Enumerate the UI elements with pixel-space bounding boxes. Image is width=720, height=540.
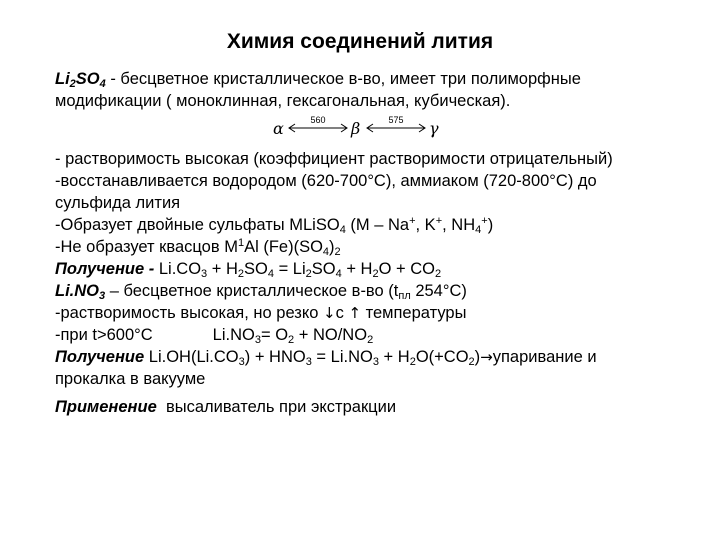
text: 254°C): [410, 282, 467, 300]
subscript: 2: [334, 246, 341, 258]
polymorph-scheme: [55, 114, 695, 142]
subscript: 4: [267, 268, 274, 280]
subscript: 2: [237, 268, 245, 280]
superscript: +: [481, 215, 488, 227]
li2so4-line-1: [55, 68, 695, 90]
usage-text: высаливатель при экстракции: [156, 398, 397, 416]
subscript: 3: [201, 268, 208, 280]
arrow-up-icon: ↑: [348, 304, 362, 322]
usage-label: Применение: [55, 398, 157, 416]
subscript: 3: [99, 290, 106, 302]
text: Li.CO: [154, 260, 202, 278]
subscript: 2: [305, 268, 312, 280]
subscript: 4: [475, 224, 482, 236]
solubility-line: - растворимость высокая (коэффициент растворимости отрицательный): [55, 150, 613, 168]
superscript: +: [409, 215, 416, 227]
superscript: +: [435, 215, 443, 227]
text: + H: [341, 260, 373, 278]
subscript: пл: [398, 290, 411, 302]
subscript: 2: [372, 268, 379, 280]
beta-symbol: β: [351, 119, 361, 138]
text: Li.NO: [55, 282, 99, 300]
text: = O: [260, 326, 289, 344]
li2so4-description: - бесцветное кристаллическое в-во, имеет три полиморфные: [105, 70, 581, 88]
text: ): [474, 348, 481, 366]
text: + NO/NO: [294, 326, 368, 344]
text: с: [335, 304, 349, 322]
lino3-line: [55, 280, 695, 302]
subscript: 2: [468, 356, 475, 368]
text: -Образует двойные сульфаты MLiSO: [55, 216, 340, 234]
text: ): [487, 216, 494, 234]
subscript: 3: [254, 334, 261, 346]
subscript: 4: [339, 224, 346, 236]
text: Li.NO: [212, 326, 255, 344]
subscript: 2: [409, 356, 416, 368]
text: , NH: [442, 216, 476, 234]
subscript: 2: [288, 334, 295, 346]
subscript: 3: [305, 356, 312, 368]
text: Al (Fe)(SO: [244, 238, 323, 256]
text: – бесцветное кристаллическое в-во (t: [105, 282, 399, 300]
subscript: 2: [435, 268, 442, 280]
text: (M – Na: [345, 216, 410, 234]
text: ): [329, 238, 335, 256]
subscript: 3: [238, 356, 245, 368]
text: ) + HNO: [244, 348, 306, 366]
text: , K: [415, 216, 436, 234]
superscript: 1: [237, 237, 245, 249]
usage-line: [55, 396, 695, 418]
text: = Li: [274, 260, 306, 278]
text: O(+CO: [415, 348, 469, 366]
text: -Не образует квасцов M: [55, 238, 238, 256]
transition-temp-2: 575: [388, 115, 404, 125]
document-body: [55, 68, 695, 418]
text: O + CO: [378, 260, 435, 278]
text: Li.OH(Li.CO: [144, 348, 239, 366]
alum-line: [55, 236, 695, 258]
text: + H: [378, 348, 410, 366]
text: температуры: [361, 304, 467, 322]
preparation-label: Получение: [55, 348, 145, 366]
reduction-line-1: -восстанавливается водородом (620-700°C), аммиаком (720-800°C) до: [55, 172, 597, 190]
li2so4-formula: [55, 70, 106, 88]
subscript: 4: [322, 246, 330, 258]
arrow-down-icon: ↓: [323, 304, 336, 322]
arrow-right-icon: →: [480, 348, 493, 366]
gamma-symbol: γ: [429, 119, 439, 138]
text: = Li.NO: [311, 348, 373, 366]
preparation-label: Получение -: [55, 260, 155, 278]
page-title: Химия соединений лития: [226, 30, 494, 53]
preparation-lino3-line: [55, 346, 695, 368]
subscript: 4: [99, 78, 106, 90]
text: Li: [55, 70, 70, 88]
subscript: 4: [335, 268, 342, 280]
alpha-symbol: α: [273, 119, 284, 138]
decomposition-line: [55, 324, 695, 346]
text: упаривание и: [492, 348, 597, 366]
reduction-line-2: сульфида лития: [55, 194, 181, 212]
text: + H: [207, 260, 238, 278]
text: SO: [244, 260, 268, 278]
text: -растворимость высокая, но резко: [55, 304, 324, 322]
text: SO: [311, 260, 336, 278]
subscript: 2: [69, 78, 76, 90]
transition-temp-1: 560: [310, 115, 326, 125]
preparation-li2so4-line: [55, 258, 695, 280]
preparation-lino3-line-2: прокалка в вакууме: [55, 370, 206, 388]
li2so4-line-2: модификации ( моноклинная, гексагональная, кубическая).: [55, 92, 511, 110]
lino3-solubility-line: [55, 302, 695, 324]
subscript: 2: [367, 334, 374, 346]
subscript: 3: [372, 356, 379, 368]
text: -при t>600°C: [55, 326, 153, 344]
lino3-formula: [55, 282, 105, 300]
polymorph-scheme-svg: [269, 114, 459, 142]
double-sulfates-line: [55, 214, 695, 236]
text: SO: [75, 70, 100, 88]
